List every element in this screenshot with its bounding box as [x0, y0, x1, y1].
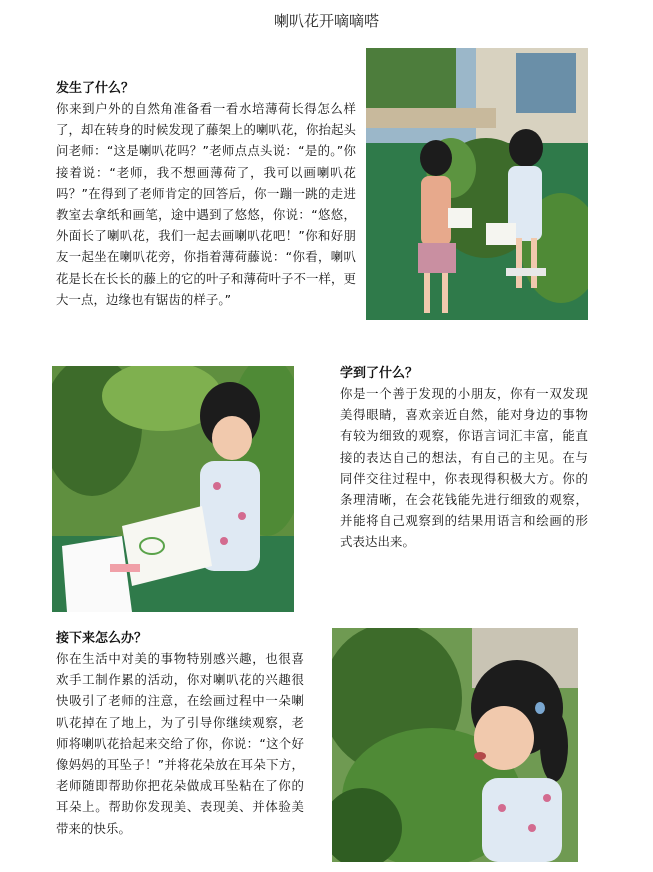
section-what-happened: [56, 80, 356, 310]
section-body: 你来到户外的自然角准备看一看水培薄荷长得怎么样了，却在转身的时候发现了藤架上的喇叭花，你抬起头问老师：“这是喇叭花吗？”老师点点头说：“是的。”你接着说：“老师，我不想画薄荷了，我可以画喇叭花吗？”在得到了老师肯定的回答后，你一蹦一跳的走进教室去拿纸和画笔，途中遇到了悠悠，你说：“悠悠，外面长了喇叭花，我们一起去画喇叭花吧！”你和好朋友一起坐在喇叭花旁，你指着薄荷藤说：“你看，喇叭花是长在长长的藤上的它的叶子和薄荷叶子不一样，更大一点，边缘也有锯齿的样子。”: [56, 101, 356, 307]
section-heading: 接下来怎么办？: [56, 631, 148, 646]
section-what-next: [56, 630, 304, 839]
photo-girl-flower-earring: [332, 628, 578, 862]
section-heading: 学到了什么？: [340, 366, 419, 381]
page-title: 喇叭花开嘀嘀嗒: [273, 12, 379, 30]
photo-girls-drawing-garden: [366, 48, 588, 320]
section-body: 你在生活中对美的事物特别感兴趣，也很喜欢手工制作累的活动，你对喇叭花的兴趣很快吸引了老师的注意，在绘画过程中一朵喇叭花掉在了地上，为了引导你继续观察，老师将喇叭花拾起来交给了你，你说：“这个好像妈妈的耳坠子！”并将花朵放在耳朵下方，老师随即帮助你把花朵做成耳坠粘在了你的耳朵上。帮助你发现美、表现美、并体验美带来的快乐。: [56, 651, 304, 836]
section-body: 你是一个善于发现的小朋友，你有一双发现美得眼睛，喜欢亲近自然，能对身边的事物有较为细致的观察，你语言词汇丰富，能直接的表达自己的想法，有自己的主见。在与同伴交往过程中，你表现得积极大方。你的条理清晰，在会花钱能先进行细致的观察，并能将自己观察到的结果用语言和绘画的形式表达出来。: [340, 386, 588, 550]
section-heading: 发生了什么？: [56, 81, 135, 96]
photo-girl-drawing-closeup: [52, 366, 294, 612]
section-what-learned: [340, 365, 588, 553]
